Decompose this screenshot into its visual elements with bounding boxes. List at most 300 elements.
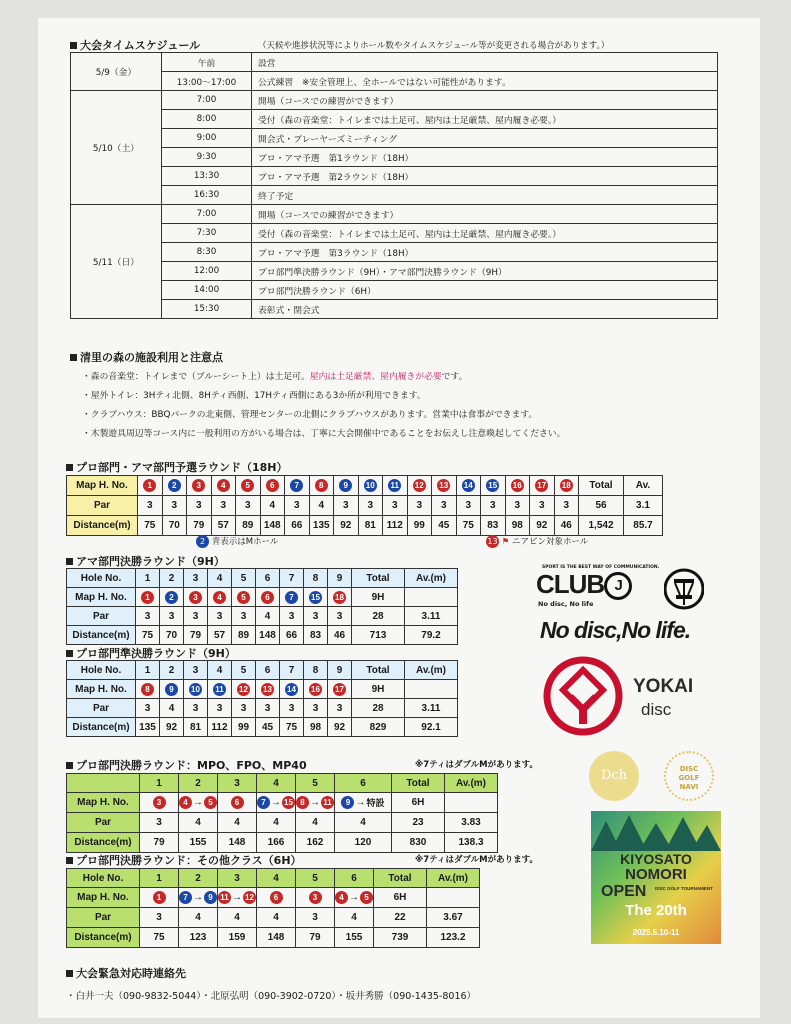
hole-marker: 8 — [296, 796, 309, 809]
table-cell: 57 — [211, 516, 236, 536]
hole-marker: 9 — [165, 683, 178, 696]
legend-red-marker: 13 — [487, 537, 498, 546]
schedule-time: 7:00 — [162, 205, 252, 224]
total-cell: 138.3 — [445, 833, 498, 853]
schedule-event: 公式練習 ※安全管理上、全ホールではない可能性があります。 — [252, 72, 718, 91]
amfinal-heading: アマ部門決勝ラウンド（9H） — [66, 553, 225, 569]
row-label: Hole No. — [67, 869, 140, 888]
table-row — [67, 928, 480, 948]
table-cell — [208, 588, 232, 607]
hole-marker: 1 — [153, 891, 166, 904]
hole-marker: 13 — [437, 479, 450, 492]
schedule-event: 開場（コースでの練習ができます） — [252, 91, 718, 110]
table-cell: 45 — [432, 516, 457, 536]
table-cell: 148 — [256, 626, 280, 645]
table-cell: 135 — [309, 516, 334, 536]
hole-number: 8 — [304, 569, 328, 588]
hole-marker: 8 — [315, 479, 328, 492]
schedule-event: プロ・アマ予選 第2ラウンド（18H） — [252, 167, 718, 186]
table-cell: 99 — [232, 718, 256, 737]
schedule-time: 7:30 — [162, 224, 252, 243]
table-cell: 3 — [285, 496, 310, 516]
total-cell: Total — [579, 476, 624, 496]
table-row — [67, 680, 458, 699]
table-cell: 3 — [304, 607, 328, 626]
total-cell: 92.1 — [405, 718, 458, 737]
hole-number: 6 — [335, 869, 374, 888]
total-cell: 713 — [352, 626, 405, 645]
poster-open: OPEN — [601, 883, 647, 900]
hole-number: 1 — [136, 569, 160, 588]
row-label: Distance(m) — [67, 718, 136, 737]
hole-marker: 5 — [204, 796, 217, 809]
schedule-event: 受付（森の音楽堂：トイレまでは土足可、屋内は土足厳禁、屋内履き必要。） — [252, 224, 718, 243]
table-cell: 120 — [335, 833, 392, 853]
table-cell: 92 — [160, 718, 184, 737]
table-cell — [257, 793, 296, 813]
facility-heading: 清里の森の施設利用と注意点 — [70, 349, 223, 365]
hole-marker: 8 — [141, 683, 154, 696]
hole-marker: 14 — [462, 479, 475, 492]
table-cell: 46 — [328, 626, 352, 645]
hole-number: 6 — [256, 569, 280, 588]
schedule-time: 9:00 — [162, 129, 252, 148]
row-label: Distance(m) — [67, 833, 140, 853]
hole-marker: 7 — [285, 591, 298, 604]
profinal1-table — [66, 773, 498, 853]
hole-number: 5 — [232, 569, 256, 588]
schedule-time: 13:30 — [162, 167, 252, 186]
table-cell — [256, 588, 280, 607]
schedule-time: 午前 — [162, 53, 252, 72]
table-header-row — [67, 869, 480, 888]
yokai-emblem-icon — [541, 656, 625, 736]
hole-number: 2 — [160, 661, 184, 680]
table-cell — [184, 680, 208, 699]
hole-marker: 1 — [143, 479, 156, 492]
table-cell — [236, 476, 261, 496]
row-label: Distance(m) — [67, 928, 140, 948]
facility-rule-3: ・クラブハウス：BBQパークの北東側、管理センターの北側にクラブハウスがあります。営業中は食事ができます。 — [82, 410, 538, 420]
hole-number: 5 — [296, 869, 335, 888]
table-cell — [138, 476, 163, 496]
profinal2-note: ※7ティはダブルMがあります。 — [415, 855, 538, 865]
table-cell: 81 — [358, 516, 383, 536]
hole-marker: 12 — [243, 891, 256, 904]
table-cell: 75 — [280, 718, 304, 737]
facility-rule-1: ・森の音楽堂：トイレまで（ブルーシート上）は土足可。屋内は土足厳禁、屋内履きが必要です。 — [82, 372, 468, 382]
table-cell: 75 — [138, 516, 163, 536]
table-header-row — [67, 774, 498, 793]
total-cell: 28 — [352, 607, 405, 626]
hole-number: 3 — [184, 569, 208, 588]
forest-icon — [591, 811, 721, 851]
table-cell: 148 — [257, 928, 296, 948]
total-header: Total — [352, 569, 405, 588]
schedule-time: 14:00 — [162, 281, 252, 300]
table-row — [67, 718, 458, 737]
table-cell — [232, 588, 256, 607]
table-cell: 3 — [481, 496, 506, 516]
hole-marker: 9 — [204, 891, 217, 904]
hole-marker: 13 — [261, 683, 274, 696]
profinal1-note: ※7ティはダブルMがあります。 — [415, 760, 538, 770]
table-cell — [456, 476, 481, 496]
table-cell: 3 — [136, 607, 160, 626]
hole-marker: 18 — [560, 479, 573, 492]
disc-text: disc — [641, 700, 672, 719]
row-label: Hole No. — [67, 661, 136, 680]
navi-line-2: GOLF — [678, 774, 700, 782]
table-cell: 135 — [136, 718, 160, 737]
table-cell — [530, 476, 555, 496]
table-cell: 3 — [505, 496, 530, 516]
table-cell: 3 — [280, 699, 304, 718]
total-cell: 85.7 — [624, 516, 663, 536]
table-cell: 45 — [256, 718, 280, 737]
table-cell: 4 — [335, 908, 374, 928]
hole-marker: 11 — [321, 796, 334, 809]
schedule-event: 終了予定 — [252, 186, 718, 205]
schedule-event: 開会式・プレーヤーズミーティング — [252, 129, 718, 148]
hole-marker: 4 — [217, 479, 230, 492]
table-cell: 79 — [140, 833, 179, 853]
facility-rule-4: ・木製遊具周辺等コース内に一般利用の方がいる場合は、丁寧に大会開催中であることをお伝えし注意喚起してください。 — [82, 429, 566, 439]
kiyosato-open-poster — [591, 811, 721, 944]
facility-rule-2: ・屋外トイレ：3Hティ北側、8Hティ西側、17Hティ西側にある3か所が利用できます。 — [82, 391, 426, 401]
hole-marker: 12 — [413, 479, 426, 492]
av-header: Av.(m) — [445, 774, 498, 793]
legend-blue-marker: 2 — [196, 535, 209, 548]
av-header: Av.(m) — [405, 569, 458, 588]
table-cell: 66 — [280, 626, 304, 645]
table-cell — [232, 680, 256, 699]
contact-line: ・白井一夫（090-9832-5044）・北原弘明（090-3902-0720）・坂井秀勝（090-1435-8016） — [66, 991, 477, 1002]
total-cell — [427, 888, 480, 908]
total-cell: 739 — [374, 928, 427, 948]
table-cell: 79 — [184, 626, 208, 645]
table-cell — [257, 888, 296, 908]
no-disc-no-life-logo: No disc,No life. — [540, 617, 691, 643]
table-cell: 112 — [208, 718, 232, 737]
j-circle-icon: J — [604, 572, 632, 600]
club-wordmark: CLUB J — [536, 570, 726, 600]
row-label: Map H. No. — [67, 476, 138, 496]
row-label: Map H. No. — [67, 888, 140, 908]
table-cell: 3 — [280, 607, 304, 626]
table-cell: 3 — [208, 699, 232, 718]
schedule-event: 受付（森の音楽堂：トイレまでは土足可、屋内は土足厳禁、屋内履き必要。） — [252, 110, 718, 129]
table-cell — [296, 888, 335, 908]
club-sub: No disc, No life — [538, 600, 594, 609]
poster-kiyosato: KIYOSATO — [620, 851, 692, 867]
schedule-row — [71, 167, 718, 186]
total-cell — [445, 793, 498, 813]
table-cell: 99 — [407, 516, 432, 536]
table-cell — [304, 588, 328, 607]
table-row — [67, 908, 480, 928]
hole-marker: 18 — [333, 591, 346, 604]
table-cell — [218, 793, 257, 813]
yokai-disc-logo — [541, 656, 731, 736]
row-label — [67, 774, 140, 793]
profinal2-heading: プロ部門決勝ラウンド：その他クラス（6H） — [66, 852, 302, 868]
hole-marker: 14 — [285, 683, 298, 696]
table-cell: 3 — [554, 496, 579, 516]
table-row — [67, 813, 498, 833]
table-cell: 75 — [456, 516, 481, 536]
table-cell — [296, 793, 335, 813]
hole-marker: 17 — [333, 683, 346, 696]
hole-number: 4 — [208, 661, 232, 680]
prelim-table — [66, 475, 663, 536]
row-label: Distance(m) — [67, 626, 136, 645]
schedule-time: 13:00～17:00 — [162, 72, 252, 91]
schedule-row — [71, 91, 718, 110]
table-cell — [280, 680, 304, 699]
total-cell: 79.2 — [405, 626, 458, 645]
hole-number: 6 — [335, 774, 392, 793]
schedule-row — [71, 205, 718, 224]
table-cell: 4 — [296, 813, 335, 833]
hole-number: 7 — [280, 661, 304, 680]
schedule-time: 16:30 — [162, 186, 252, 205]
schedule-heading: 大会タイムスケジュール — [70, 37, 200, 53]
table-cell — [256, 680, 280, 699]
schedule-date: 5/11（日） — [71, 205, 162, 319]
hole-marker: 5 — [360, 891, 373, 904]
table-row — [67, 793, 498, 813]
schedule-row — [71, 53, 718, 72]
table-cell: 4 — [179, 908, 218, 928]
total-header: Total — [352, 661, 405, 680]
hole-number: 2 — [179, 869, 218, 888]
schedule-row — [71, 224, 718, 243]
row-label: Par — [67, 813, 140, 833]
table-cell: 3 — [184, 699, 208, 718]
table-cell — [211, 476, 236, 496]
table-cell: 123 — [179, 928, 218, 948]
schedule-time: 15:30 — [162, 300, 252, 319]
table-cell: 3 — [432, 496, 457, 516]
schedule-row — [71, 129, 718, 148]
table-cell: 4 — [179, 813, 218, 833]
table-cell: 162 — [296, 833, 335, 853]
total-cell: 1,542 — [579, 516, 624, 536]
navi-line-1: DISC — [679, 765, 699, 773]
hole-marker: 2 — [165, 591, 178, 604]
hole-marker: 6 — [266, 479, 279, 492]
table-cell: 98 — [505, 516, 530, 536]
dch-logo: Dch — [589, 751, 639, 801]
legend-red: 13 ⚑ ニアピン対象ホール — [487, 537, 589, 547]
hole-marker: 4 — [335, 891, 348, 904]
schedule-time: 12:00 — [162, 262, 252, 281]
row-label: Map H. No. — [67, 680, 136, 699]
yokai-text: YOKAI — [633, 676, 694, 697]
table-cell — [285, 476, 310, 496]
table-cell — [328, 680, 352, 699]
table-row — [67, 588, 458, 607]
table-cell — [162, 476, 187, 496]
table-cell: 4 — [309, 496, 334, 516]
table-cell: 3 — [530, 496, 555, 516]
hole-number: 1 — [136, 661, 160, 680]
table-cell — [505, 476, 530, 496]
hole-marker: 15 — [486, 479, 499, 492]
schedule-event: プロ・アマ予選 第3ラウンド（18H） — [252, 243, 718, 262]
table-row — [67, 833, 498, 853]
table-header-row — [67, 661, 458, 680]
hole-marker: 11 — [213, 683, 226, 696]
table-cell: 3 — [232, 607, 256, 626]
hole-marker: 15 — [282, 796, 295, 809]
arrow-right-icon: → — [193, 892, 203, 903]
arrow-right-icon: → — [355, 797, 366, 809]
table-cell: 159 — [218, 928, 257, 948]
table-cell: 66 — [285, 516, 310, 536]
table-cell — [136, 680, 160, 699]
table-row — [67, 888, 480, 908]
club-tagline: SPORT IS THE BEST WAY OF COMMUNICATION. — [542, 565, 660, 570]
arrow-right-icon: → — [271, 797, 281, 808]
table-cell: 3 — [334, 496, 359, 516]
poster-subtitle: DISC GOLF TOURNAMENT — [655, 886, 713, 891]
table-cell — [140, 793, 179, 813]
table-cell — [187, 476, 212, 496]
table-cell: 4 — [256, 607, 280, 626]
table-cell — [334, 476, 359, 496]
table-cell: 4 — [257, 908, 296, 928]
row-label: Map H. No. — [67, 793, 140, 813]
table-cell: 3 — [136, 699, 160, 718]
total-cell: 9H — [352, 680, 405, 699]
disc-basket-icon — [664, 567, 704, 611]
hole-marker: 10 — [364, 479, 377, 492]
table-cell: 3 — [328, 607, 352, 626]
table-cell — [554, 476, 579, 496]
table-cell: 3 — [456, 496, 481, 516]
row-label: Par — [67, 908, 140, 928]
table-cell: 89 — [236, 516, 261, 536]
prelim-heading: プロ部門・アマ部門予選ラウンド（18H） — [66, 459, 288, 475]
table-cell: 155 — [335, 928, 374, 948]
schedule-time: 8:00 — [162, 110, 252, 129]
hole-marker: 4 — [179, 796, 192, 809]
hole-marker: 6 — [261, 591, 274, 604]
table-cell — [309, 476, 334, 496]
table-cell — [432, 476, 457, 496]
table-cell: 148 — [218, 833, 257, 853]
special-hole-label: 特設 — [366, 797, 385, 808]
table-cell: 83 — [481, 516, 506, 536]
schedule-row — [71, 148, 718, 167]
total-cell — [405, 588, 458, 607]
total-cell: 6H — [392, 793, 445, 813]
hole-number: 5 — [232, 661, 256, 680]
hole-number: 9 — [328, 569, 352, 588]
hole-number: 3 — [184, 661, 208, 680]
hole-number: 4 — [257, 774, 296, 793]
schedule-time: 7:00 — [162, 91, 252, 110]
hole-marker: 1 — [141, 591, 154, 604]
table-cell: 75 — [140, 928, 179, 948]
hole-marker: 9 — [339, 479, 352, 492]
arrow-right-icon: → — [232, 892, 242, 903]
hole-marker: 9 — [341, 796, 354, 809]
hole-marker: 5 — [241, 479, 254, 492]
hole-marker: 16 — [511, 479, 524, 492]
av-header: Av.(m) — [405, 661, 458, 680]
hole-marker: 16 — [309, 683, 322, 696]
hole-number: 2 — [160, 569, 184, 588]
total-cell: 23 — [392, 813, 445, 833]
hole-number: 5 — [296, 774, 335, 793]
table-cell: 3 — [184, 607, 208, 626]
table-cell: 79 — [187, 516, 212, 536]
hole-marker: 6 — [231, 796, 244, 809]
table-cell: 3 — [296, 908, 335, 928]
table-cell: 3 — [407, 496, 432, 516]
schedule-time: 8:30 — [162, 243, 252, 262]
prosemi-table — [66, 660, 458, 737]
table-cell: 3 — [304, 699, 328, 718]
table-cell — [140, 888, 179, 908]
facility-rules — [82, 368, 565, 444]
total-cell: Av. — [624, 476, 663, 496]
table-cell: 3 — [383, 496, 408, 516]
table-cell: 166 — [257, 833, 296, 853]
hole-number: 2 — [179, 774, 218, 793]
table-cell: 3 — [140, 908, 179, 928]
hole-marker: 5 — [237, 591, 250, 604]
table-cell — [335, 888, 374, 908]
total-cell: 3.11 — [405, 607, 458, 626]
hole-number: 8 — [304, 661, 328, 680]
table-cell — [218, 888, 257, 908]
table-cell: 4 — [160, 699, 184, 718]
table-cell — [358, 476, 383, 496]
hole-number: 4 — [257, 869, 296, 888]
table-cell: 70 — [162, 516, 187, 536]
table-cell — [179, 793, 218, 813]
table-cell: 92 — [530, 516, 555, 536]
table-row — [67, 699, 458, 718]
hole-number: 9 — [328, 661, 352, 680]
schedule-row — [71, 186, 718, 205]
row-label: Distance(m) — [67, 516, 138, 536]
hole-number: 1 — [140, 869, 179, 888]
table-cell — [136, 588, 160, 607]
total-header: Total — [374, 869, 427, 888]
schedule-event: 設営 — [252, 53, 718, 72]
av-header: Av.(m) — [427, 869, 480, 888]
table-cell: 3 — [162, 496, 187, 516]
schedule-event: 表彰式・閉会式 — [252, 300, 718, 319]
poster-nomori: NOMORI — [625, 866, 687, 883]
table-cell: 4 — [335, 813, 392, 833]
table-cell: 92 — [334, 516, 359, 536]
table-cell: 4 — [218, 908, 257, 928]
hole-marker: 15 — [309, 591, 322, 604]
table-row — [67, 476, 663, 496]
poster-20th: The 20th — [625, 902, 687, 919]
total-cell: 22 — [374, 908, 427, 928]
schedule-event: 開場（コースでの練習ができます） — [252, 205, 718, 224]
total-header: Total — [392, 774, 445, 793]
total-cell — [405, 680, 458, 699]
table-cell: 92 — [328, 718, 352, 737]
